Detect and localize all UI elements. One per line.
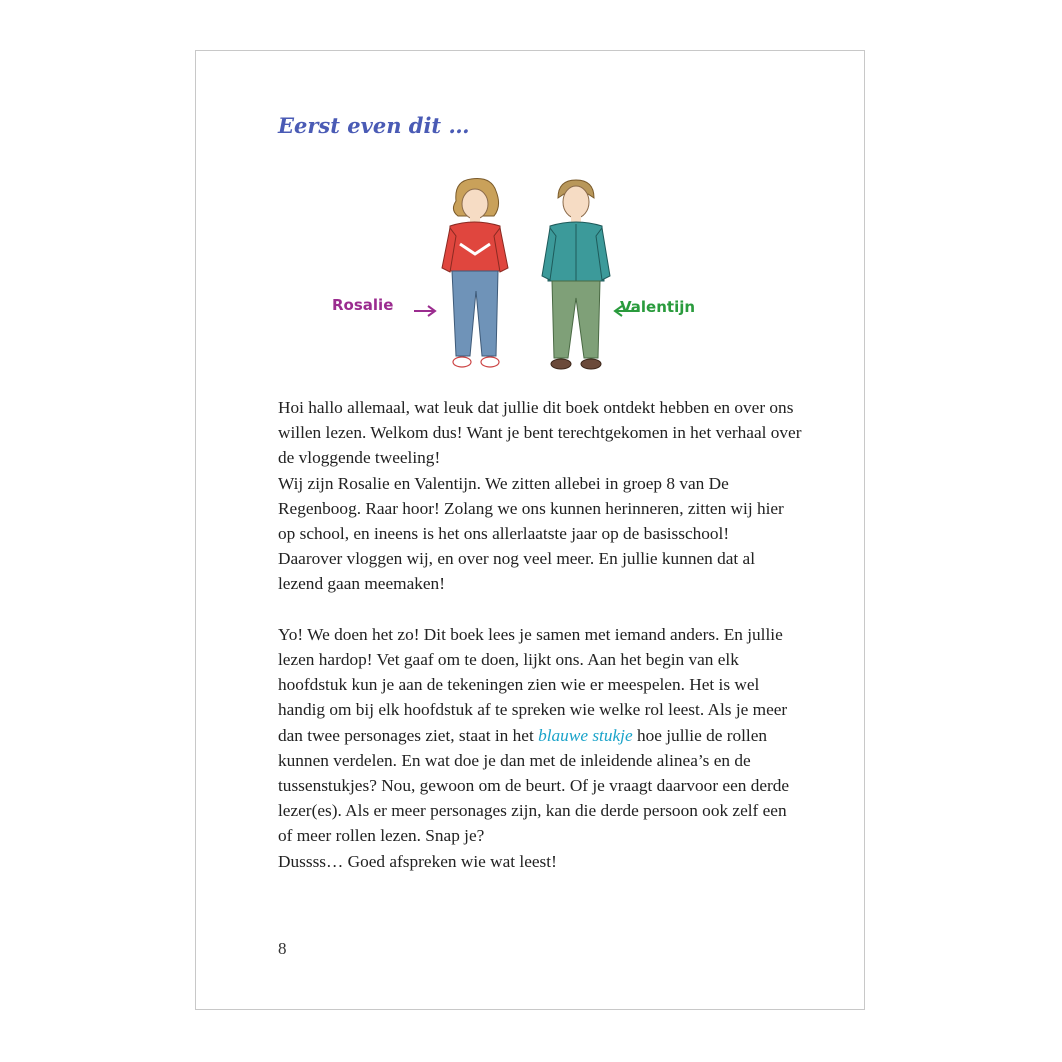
instructions-text-end: hoe jullie de rollen kunnen verdelen. En wat doe je dan met de inleidende alinea’s en de tussenstukjes? Nou, gewoon om de beurt. Of je vraagt daarvoor een derde lezer(es). Als er meer personages zijn, kan die derde persoon ook zelf een of meer rollen lezen. Snap je?: [278, 725, 790, 846]
paragraph-gap: [278, 597, 803, 622]
rosalie-label: Rosalie: [332, 296, 394, 314]
book-page: [195, 50, 865, 1010]
rosalie-arrow-icon: [414, 306, 435, 316]
closing-line: Dussss… Goed afspreken wie wat leest!: [278, 851, 557, 871]
valentijn-label: Valentijn: [620, 298, 696, 316]
instructions-paragraph: [278, 622, 803, 849]
body-text: [278, 395, 803, 874]
valentijn-figure: [542, 180, 610, 369]
rosalie-figure: [442, 179, 508, 368]
blue-highlight-text: blauwe stukje: [538, 725, 633, 745]
page-title: Eerst even dit …: [278, 113, 470, 138]
twins-illustration: [326, 176, 726, 386]
intro-line-1: Hoi hallo allemaal, wat leuk dat jullie dit boek ontdekt hebben en over ons willen lezen. Welkom dus! Want je bent terechtgekomen in het verhaal over de vloggende tweeling!: [278, 398, 802, 468]
intro-line-2: Wij zijn Rosalie en Valentijn. We zitten allebei in groep 8 van De Regenboog. Raar hoor! Zolang we ons kunnen herinneren, zitten wij hier op school, en ineens is het ons allerlaatste jaar op de basisschool!: [278, 473, 784, 544]
intro-line-3: Daarover vloggen wij, en over nog veel meer. En jullie kunnen dat al lezend gaan meemaken!: [278, 549, 755, 594]
page-number: 8: [278, 939, 287, 958]
instructions-text-start: Yo! We doen het zo! Dit boek lees je samen met iemand anders. En jullie lezen hardop! Vet gaaf om te doen, lijkt ons. Aan het begin van elk hoofdstuk kun je aan de tekeningen zien wie er meespelen. Het is wel handig om bij elk hoofdstuk af te spreken wie welke rol leest. Als je meer dan twee personages ziet, staat in het: [278, 624, 788, 745]
